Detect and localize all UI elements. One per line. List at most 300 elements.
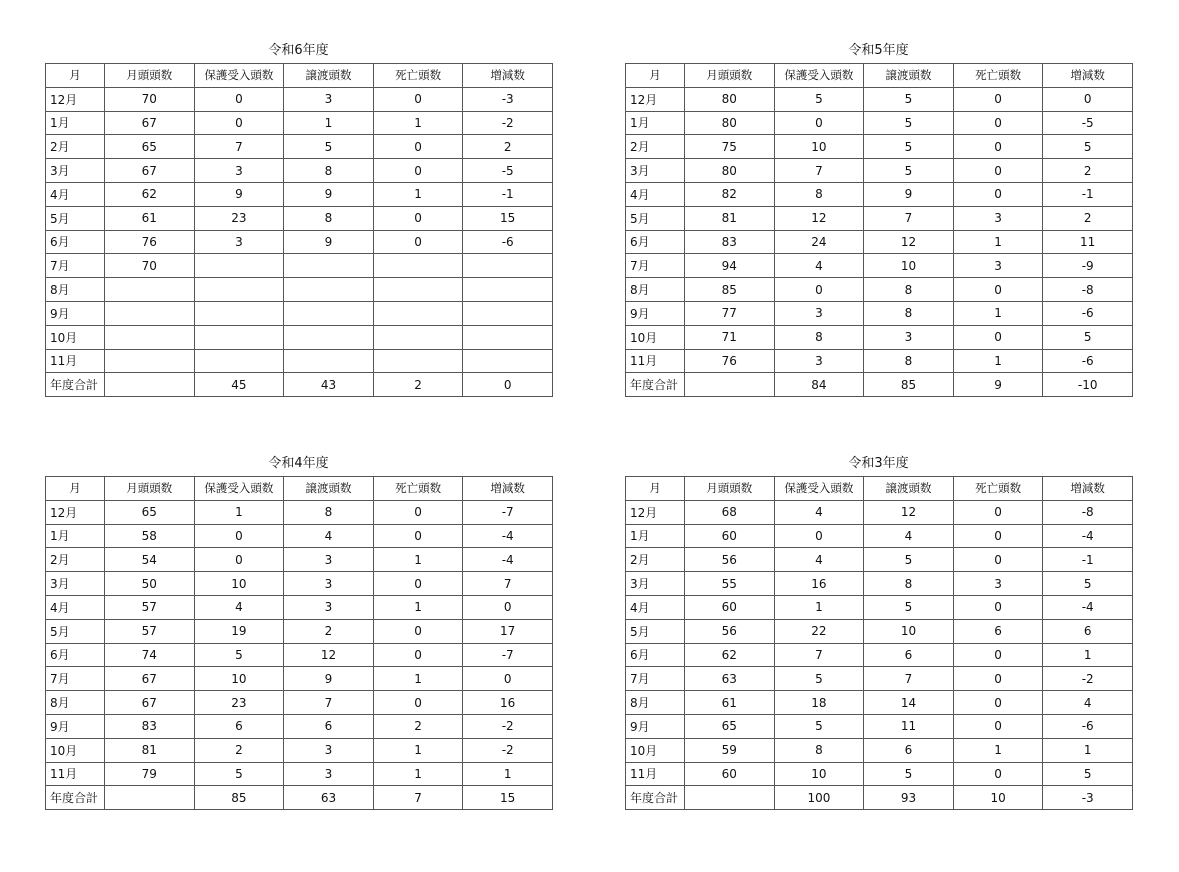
month-cell: 9月 <box>46 301 105 325</box>
month-header: 月 <box>46 64 105 88</box>
table-row <box>626 548 1133 572</box>
month-cell: 9月 <box>626 301 685 325</box>
month-cell: 11月 <box>626 762 685 786</box>
intake-cell: 3 <box>774 349 864 373</box>
transfer-cell: 7 <box>864 667 954 691</box>
table-row <box>626 325 1133 349</box>
change-cell: -3 <box>463 87 553 111</box>
intake-cell: 16 <box>774 572 864 596</box>
month-cell: 10月 <box>46 325 105 349</box>
death-cell: 0 <box>373 643 463 667</box>
table-title: 令和4年度 <box>268 456 329 471</box>
death-cell: 0 <box>953 667 1043 691</box>
change-cell: 6 <box>1043 619 1133 643</box>
change-cell: -1 <box>1043 548 1133 572</box>
change-cell: 2 <box>463 135 553 159</box>
start-count-cell: 56 <box>685 548 775 572</box>
start-count-cell: 60 <box>685 762 775 786</box>
table-block-reiwa6 <box>45 40 552 397</box>
start-count-header: 月頭頭数 <box>685 477 775 501</box>
death-cell: 0 <box>953 714 1043 738</box>
intake-cell: 8 <box>774 738 864 762</box>
table-row <box>46 548 553 572</box>
change-header: 増減数 <box>1043 64 1133 88</box>
table-row <box>626 301 1133 325</box>
transfer-cell: 8 <box>284 159 374 183</box>
month-cell: 9月 <box>46 714 105 738</box>
transfer-cell: 5 <box>864 762 954 786</box>
intake-cell: 4 <box>774 254 864 278</box>
month-cell: 8月 <box>626 691 685 715</box>
start-count-cell: 80 <box>685 111 775 135</box>
change-cell: -3 <box>1043 786 1133 810</box>
transfer-cell: 3 <box>284 738 374 762</box>
transfer-cell: 3 <box>284 548 374 572</box>
start-count-cell: 81 <box>685 206 775 230</box>
start-count-cell <box>105 325 195 349</box>
month-header: 月 <box>626 64 685 88</box>
change-cell: -5 <box>1043 111 1133 135</box>
start-count-cell: 57 <box>105 595 195 619</box>
month-cell: 年度合計 <box>626 786 685 810</box>
month-cell: 3月 <box>46 572 105 596</box>
table-row <box>46 691 553 715</box>
intake-cell: 45 <box>194 373 284 397</box>
death-cell: 0 <box>953 87 1043 111</box>
month-cell: 4月 <box>46 182 105 206</box>
table-row <box>626 230 1133 254</box>
start-count-cell <box>685 786 775 810</box>
death-cell: 0 <box>373 619 463 643</box>
change-cell: 0 <box>463 373 553 397</box>
change-cell: 2 <box>1043 206 1133 230</box>
start-count-cell: 58 <box>105 524 195 548</box>
start-count-cell <box>105 278 195 302</box>
death-cell: 0 <box>953 762 1043 786</box>
start-count-cell: 83 <box>105 714 195 738</box>
change-cell: -8 <box>1043 278 1133 302</box>
start-count-cell <box>685 373 775 397</box>
table-row <box>626 349 1133 373</box>
transfer-cell: 3 <box>284 87 374 111</box>
death-cell <box>373 301 463 325</box>
change-cell: 5 <box>1043 135 1133 159</box>
start-count-cell: 55 <box>685 572 775 596</box>
change-cell <box>463 301 553 325</box>
intake-cell <box>194 301 284 325</box>
month-cell: 12月 <box>626 500 685 524</box>
total-row <box>46 786 553 810</box>
transfer-cell: 11 <box>864 714 954 738</box>
death-cell: 0 <box>373 524 463 548</box>
death-cell: 0 <box>953 159 1043 183</box>
death-cell: 0 <box>373 206 463 230</box>
transfer-cell: 6 <box>284 714 374 738</box>
start-count-cell: 59 <box>685 738 775 762</box>
change-cell: 7 <box>463 572 553 596</box>
table-row <box>46 111 553 135</box>
start-count-cell: 60 <box>685 524 775 548</box>
month-cell: 10月 <box>626 738 685 762</box>
transfer-cell: 5 <box>864 548 954 572</box>
change-cell: -2 <box>1043 667 1133 691</box>
death-cell: 0 <box>953 500 1043 524</box>
total-row <box>626 786 1133 810</box>
start-count-cell: 62 <box>685 643 775 667</box>
change-cell: -9 <box>1043 254 1133 278</box>
table-block-reiwa5 <box>625 40 1132 397</box>
month-cell: 4月 <box>626 595 685 619</box>
change-cell: 0 <box>1043 87 1133 111</box>
month-cell: 7月 <box>46 667 105 691</box>
month-cell: 2月 <box>46 548 105 572</box>
month-cell: 5月 <box>46 619 105 643</box>
transfer-cell: 7 <box>284 691 374 715</box>
intake-cell: 7 <box>194 135 284 159</box>
month-cell: 6月 <box>626 230 685 254</box>
death-cell: 3 <box>953 572 1043 596</box>
death-cell: 1 <box>373 738 463 762</box>
month-cell: 6月 <box>626 643 685 667</box>
change-cell: -2 <box>463 738 553 762</box>
death-cell: 0 <box>953 135 1043 159</box>
month-header: 月 <box>626 477 685 501</box>
death-cell: 0 <box>373 691 463 715</box>
month-cell: 11月 <box>626 349 685 373</box>
table-row <box>626 182 1133 206</box>
header-row <box>46 477 553 501</box>
start-count-cell <box>105 349 195 373</box>
table-row <box>626 572 1133 596</box>
change-cell <box>463 254 553 278</box>
month-cell: 8月 <box>626 278 685 302</box>
death-cell: 2 <box>373 714 463 738</box>
death-cell: 0 <box>953 325 1043 349</box>
month-cell: 12月 <box>46 87 105 111</box>
intake-cell: 1 <box>194 500 284 524</box>
change-cell: 11 <box>1043 230 1133 254</box>
intake-cell: 0 <box>774 524 864 548</box>
intake-cell <box>194 349 284 373</box>
table-row <box>46 738 553 762</box>
intake-cell: 24 <box>774 230 864 254</box>
transfer-cell <box>284 254 374 278</box>
table-row <box>626 111 1133 135</box>
death-cell: 0 <box>373 159 463 183</box>
month-cell: 7月 <box>626 254 685 278</box>
change-cell <box>463 278 553 302</box>
start-count-cell <box>105 373 195 397</box>
change-header: 増減数 <box>463 64 553 88</box>
change-cell: -2 <box>463 714 553 738</box>
death-cell: 7 <box>373 786 463 810</box>
start-count-cell: 82 <box>685 182 775 206</box>
table-row <box>46 524 553 548</box>
death-cell: 3 <box>953 254 1043 278</box>
start-count-cell: 81 <box>105 738 195 762</box>
change-cell: -7 <box>463 643 553 667</box>
transfer-cell: 9 <box>284 667 374 691</box>
month-cell: 11月 <box>46 762 105 786</box>
transfer-cell: 8 <box>864 349 954 373</box>
change-cell: -1 <box>1043 182 1133 206</box>
table-row <box>46 278 553 302</box>
transfer-cell: 63 <box>284 786 374 810</box>
intake-cell: 4 <box>194 595 284 619</box>
transfer-cell: 3 <box>284 595 374 619</box>
transfer-header: 譲渡頭数 <box>284 477 374 501</box>
death-cell: 0 <box>373 500 463 524</box>
death-cell: 0 <box>953 548 1043 572</box>
death-cell: 0 <box>953 643 1043 667</box>
start-count-cell: 70 <box>105 254 195 278</box>
table-row <box>46 135 553 159</box>
table-row <box>626 278 1133 302</box>
transfer-cell: 3 <box>864 325 954 349</box>
start-count-cell: 77 <box>685 301 775 325</box>
change-cell: -4 <box>463 548 553 572</box>
start-count-header: 月頭頭数 <box>105 477 195 501</box>
death-cell: 6 <box>953 619 1043 643</box>
month-cell: 5月 <box>46 206 105 230</box>
month-cell: 12月 <box>626 87 685 111</box>
transfer-cell: 4 <box>864 524 954 548</box>
intake-cell: 10 <box>774 135 864 159</box>
intake-cell: 0 <box>194 548 284 572</box>
statistics-table <box>625 476 1133 810</box>
start-count-header: 月頭頭数 <box>685 64 775 88</box>
month-cell: 10月 <box>46 738 105 762</box>
change-cell <box>463 349 553 373</box>
intake-cell: 5 <box>774 714 864 738</box>
change-cell: -2 <box>463 111 553 135</box>
start-count-cell: 65 <box>105 135 195 159</box>
transfer-cell <box>284 349 374 373</box>
change-cell: -8 <box>1043 500 1133 524</box>
start-count-cell: 80 <box>685 159 775 183</box>
table-row <box>626 714 1133 738</box>
table-title: 令和6年度 <box>268 43 329 58</box>
table-row <box>626 667 1133 691</box>
month-cell: 1月 <box>626 111 685 135</box>
transfer-cell: 5 <box>864 135 954 159</box>
death-cell: 0 <box>373 87 463 111</box>
death-cell: 1 <box>373 762 463 786</box>
start-count-header: 月頭頭数 <box>105 64 195 88</box>
intake-header: 保護受入頭数 <box>774 64 864 88</box>
start-count-cell: 61 <box>685 691 775 715</box>
change-cell: 4 <box>1043 691 1133 715</box>
table-row <box>626 691 1133 715</box>
death-cell <box>373 325 463 349</box>
table-row <box>46 595 553 619</box>
start-count-cell: 71 <box>685 325 775 349</box>
month-cell: 7月 <box>626 667 685 691</box>
month-cell: 1月 <box>46 524 105 548</box>
table-title: 令和5年度 <box>848 43 909 58</box>
month-cell: 1月 <box>46 111 105 135</box>
table-row <box>626 643 1133 667</box>
table-row <box>46 714 553 738</box>
intake-cell: 10 <box>774 762 864 786</box>
start-count-cell: 67 <box>105 667 195 691</box>
death-cell: 0 <box>373 572 463 596</box>
intake-header: 保護受入頭数 <box>774 477 864 501</box>
table-row <box>46 230 553 254</box>
start-count-cell: 70 <box>105 87 195 111</box>
transfer-cell: 6 <box>864 643 954 667</box>
start-count-cell: 83 <box>685 230 775 254</box>
table-row <box>46 325 553 349</box>
transfer-cell: 9 <box>864 182 954 206</box>
month-cell: 3月 <box>626 159 685 183</box>
intake-cell: 0 <box>194 87 284 111</box>
transfer-cell: 9 <box>284 230 374 254</box>
table-block-reiwa4 <box>45 453 552 810</box>
start-count-cell: 50 <box>105 572 195 596</box>
start-count-cell: 75 <box>685 135 775 159</box>
death-cell: 1 <box>373 111 463 135</box>
month-cell: 年度合計 <box>46 786 105 810</box>
transfer-cell: 6 <box>864 738 954 762</box>
change-cell: -6 <box>463 230 553 254</box>
transfer-cell: 5 <box>864 159 954 183</box>
start-count-cell: 57 <box>105 619 195 643</box>
change-cell: 1 <box>463 762 553 786</box>
death-cell: 1 <box>373 595 463 619</box>
table-block-reiwa3 <box>625 453 1132 810</box>
intake-cell: 5 <box>194 762 284 786</box>
death-cell: 0 <box>953 182 1043 206</box>
month-cell: 2月 <box>46 135 105 159</box>
start-count-cell: 67 <box>105 159 195 183</box>
transfer-cell: 5 <box>284 135 374 159</box>
table-row <box>46 159 553 183</box>
start-count-cell: 65 <box>685 714 775 738</box>
start-count-cell: 76 <box>685 349 775 373</box>
intake-cell: 3 <box>194 230 284 254</box>
intake-cell: 12 <box>774 206 864 230</box>
death-header: 死亡頭数 <box>373 477 463 501</box>
table-row <box>626 500 1133 524</box>
death-cell: 1 <box>953 349 1043 373</box>
month-cell: 1月 <box>626 524 685 548</box>
death-cell: 1 <box>373 667 463 691</box>
change-cell: 0 <box>463 595 553 619</box>
death-cell: 0 <box>953 595 1043 619</box>
start-count-cell: 61 <box>105 206 195 230</box>
table-row <box>626 595 1133 619</box>
month-cell: 10月 <box>626 325 685 349</box>
death-cell: 1 <box>953 230 1043 254</box>
month-cell: 2月 <box>626 135 685 159</box>
change-cell: -10 <box>1043 373 1133 397</box>
table-row <box>46 182 553 206</box>
transfer-cell <box>284 301 374 325</box>
change-cell: -6 <box>1043 349 1133 373</box>
death-cell: 0 <box>953 524 1043 548</box>
table-row <box>626 254 1133 278</box>
total-row <box>46 373 553 397</box>
transfer-cell: 8 <box>864 301 954 325</box>
table-row <box>46 206 553 230</box>
table-row <box>46 667 553 691</box>
intake-cell: 2 <box>194 738 284 762</box>
intake-cell <box>194 325 284 349</box>
intake-cell: 8 <box>774 182 864 206</box>
death-cell: 1 <box>953 301 1043 325</box>
death-cell <box>373 254 463 278</box>
statistics-table <box>625 63 1133 397</box>
month-cell: 年度合計 <box>46 373 105 397</box>
change-cell: 5 <box>1043 325 1133 349</box>
transfer-header: 譲渡頭数 <box>284 64 374 88</box>
transfer-cell: 9 <box>284 182 374 206</box>
change-cell: 16 <box>463 691 553 715</box>
start-count-cell: 94 <box>685 254 775 278</box>
transfer-cell: 12 <box>284 643 374 667</box>
change-cell: -4 <box>463 524 553 548</box>
month-cell: 6月 <box>46 643 105 667</box>
intake-cell: 23 <box>194 206 284 230</box>
table-row <box>626 524 1133 548</box>
transfer-cell: 43 <box>284 373 374 397</box>
start-count-cell: 74 <box>105 643 195 667</box>
transfer-cell: 3 <box>284 572 374 596</box>
start-count-cell: 67 <box>105 111 195 135</box>
table-row <box>626 135 1133 159</box>
month-header: 月 <box>46 477 105 501</box>
table-row <box>626 159 1133 183</box>
transfer-cell: 85 <box>864 373 954 397</box>
change-cell <box>463 325 553 349</box>
intake-cell: 85 <box>194 786 284 810</box>
change-cell: -6 <box>1043 714 1133 738</box>
death-cell: 0 <box>373 230 463 254</box>
intake-cell: 9 <box>194 182 284 206</box>
intake-cell: 7 <box>774 159 864 183</box>
change-cell: -4 <box>1043 524 1133 548</box>
table-row <box>46 349 553 373</box>
month-cell: 5月 <box>626 619 685 643</box>
statistics-table <box>45 476 553 810</box>
intake-cell: 8 <box>774 325 864 349</box>
change-cell: -4 <box>1043 595 1133 619</box>
intake-cell: 0 <box>194 111 284 135</box>
start-count-cell <box>105 301 195 325</box>
header-row <box>46 64 553 88</box>
death-cell: 1 <box>373 548 463 572</box>
intake-cell: 3 <box>194 159 284 183</box>
month-cell: 8月 <box>46 691 105 715</box>
death-header: 死亡頭数 <box>953 64 1043 88</box>
intake-cell: 4 <box>774 500 864 524</box>
month-cell: 7月 <box>46 254 105 278</box>
table-row <box>626 738 1133 762</box>
intake-cell: 0 <box>774 278 864 302</box>
change-cell: -6 <box>1043 301 1133 325</box>
table-row <box>626 87 1133 111</box>
transfer-header: 譲渡頭数 <box>864 477 954 501</box>
change-cell: 1 <box>1043 643 1133 667</box>
table-row <box>626 619 1133 643</box>
header-row <box>626 477 1133 501</box>
start-count-cell: 63 <box>685 667 775 691</box>
intake-cell: 22 <box>774 619 864 643</box>
death-cell: 1 <box>373 182 463 206</box>
intake-cell: 100 <box>774 786 864 810</box>
transfer-cell: 8 <box>284 500 374 524</box>
